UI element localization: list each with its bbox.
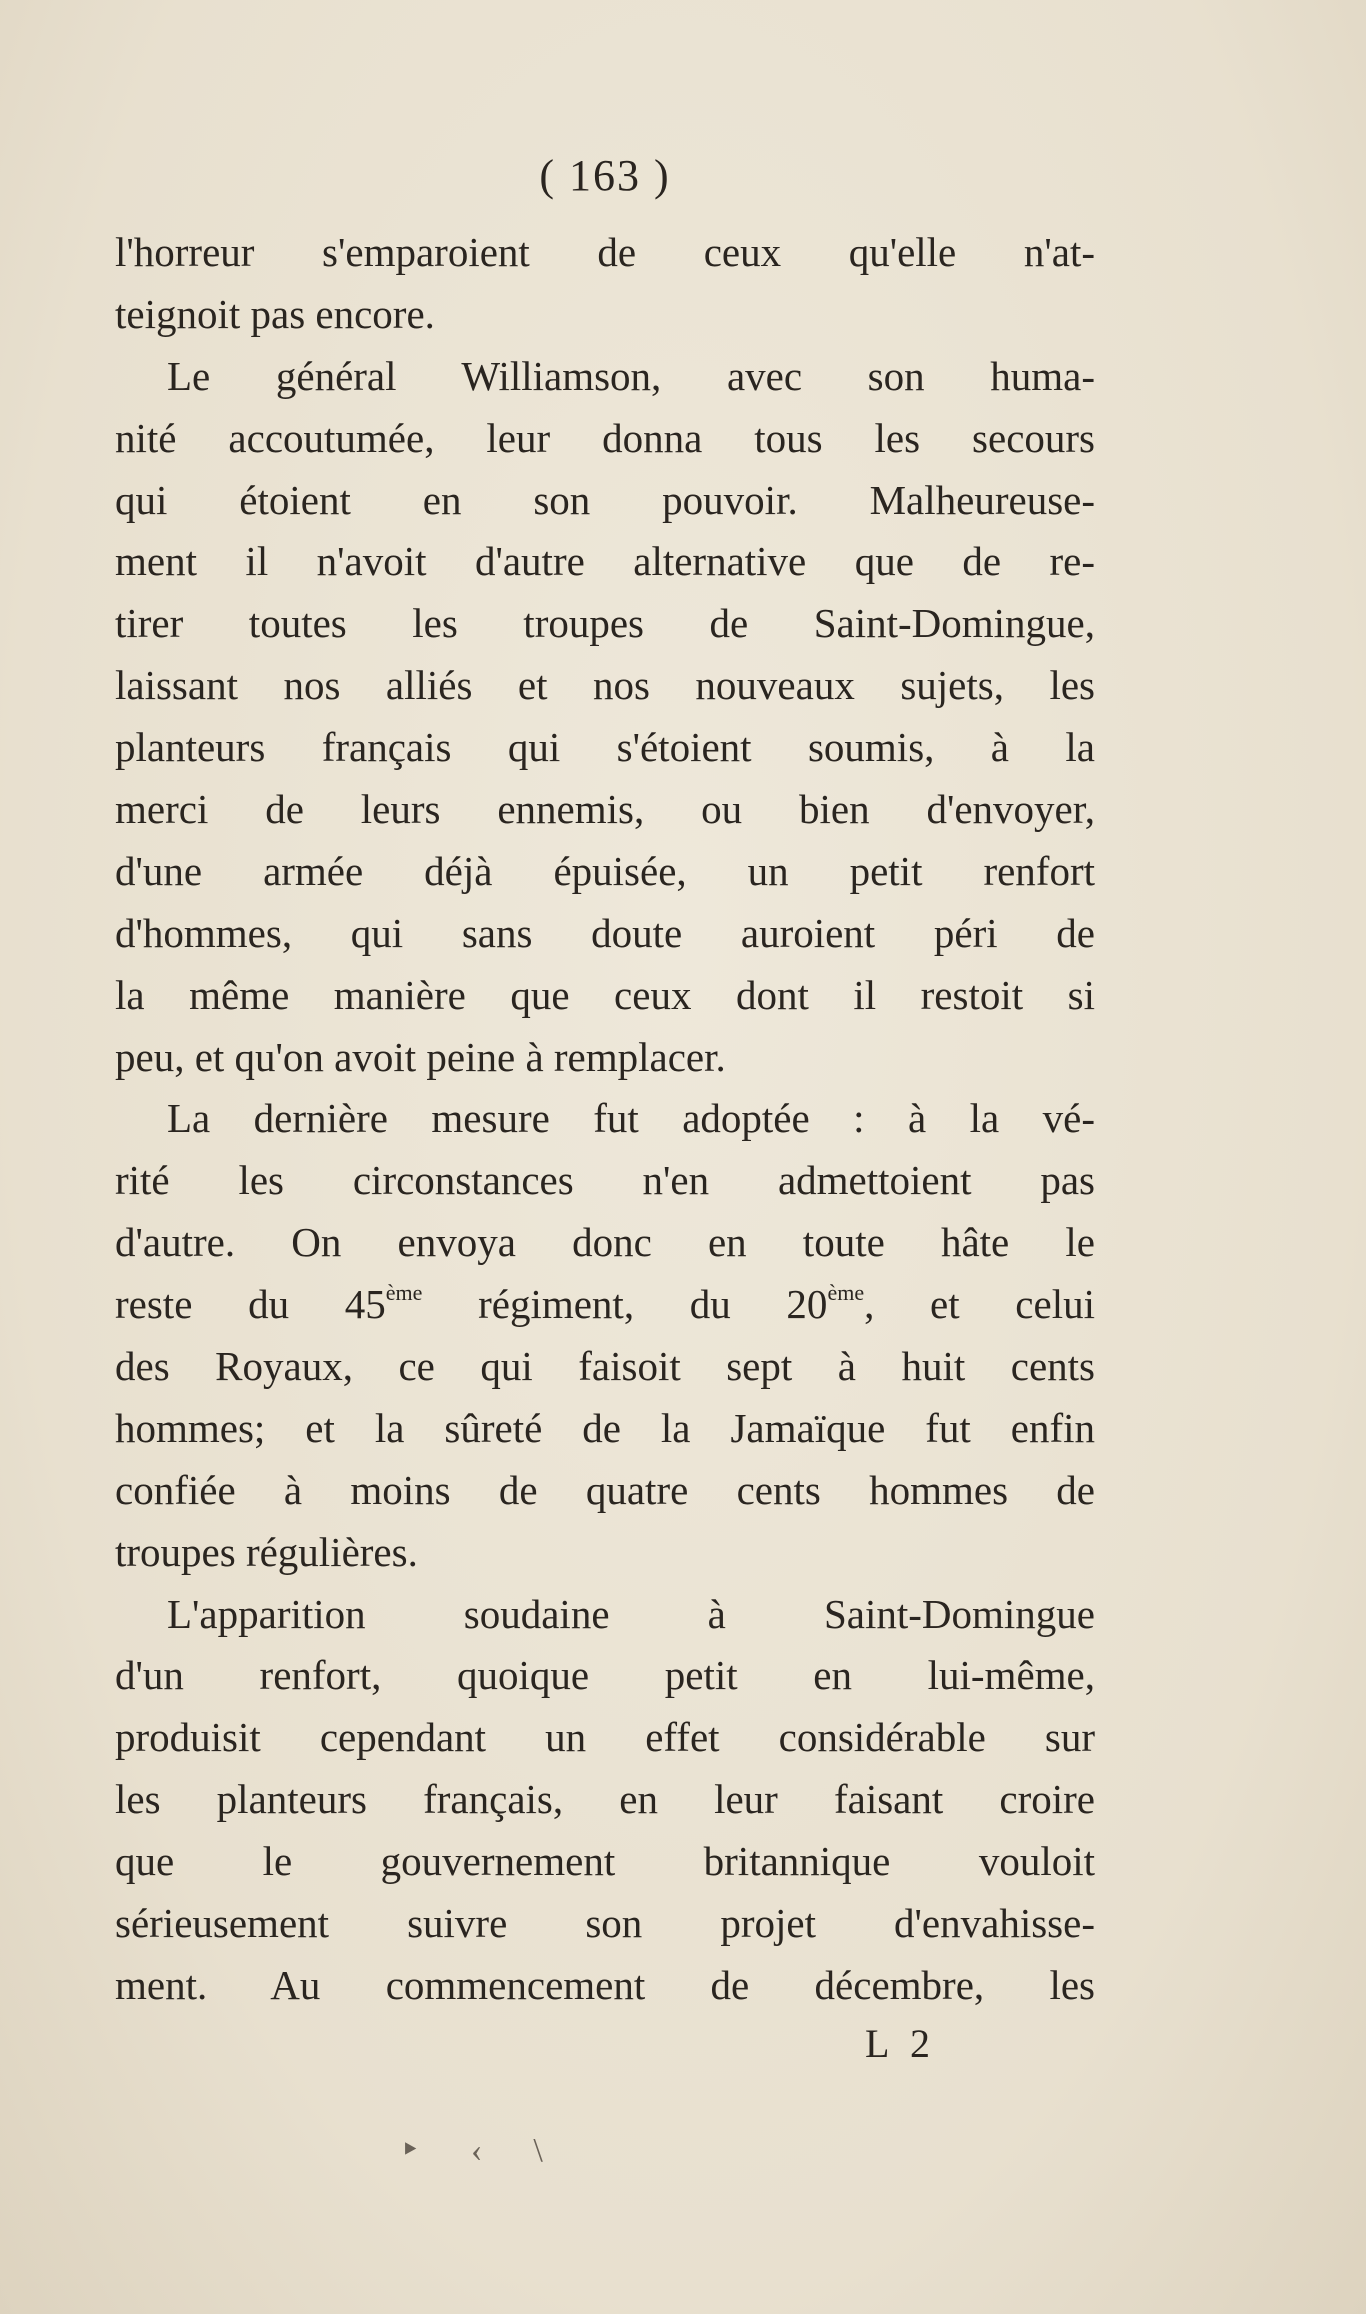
text-segment: reste du 45 (115, 1281, 386, 1328)
text-line: Le général Williamson, avec son huma- (167, 352, 1095, 399)
text-line: peu, et qu'on avoit peine à remplacer. (115, 1033, 726, 1080)
text-line: la même manière que ceux dont il restoit si (115, 971, 1095, 1018)
text-line: d'autre. On envoya donc en toute hâte le (115, 1219, 1095, 1266)
text-line: produisit cependant un effet considérable sur (115, 1714, 1095, 1761)
text-line: rité les circonstances n'en admettoient pas (115, 1157, 1095, 1204)
text-line: confiée à moins de quatre cents hommes de (115, 1466, 1095, 1513)
text-line: d'hommes, qui sans doute auroient péri de (115, 909, 1095, 956)
text-line (115, 1274, 1095, 1336)
text-segment: , et celui (864, 1281, 1095, 1328)
text-line: ment. Au commencement de décembre, les (115, 1961, 1095, 2008)
text-line: l'horreur s'emparoient de ceux qu'elle n'at- (115, 229, 1095, 275)
text-line: qui étoient en son pouvoir. Malheureuse- (115, 476, 1095, 523)
text-line: que le gouvernement britannique vouloit (115, 1838, 1095, 1885)
signature-mark: L 2 (865, 2021, 936, 2066)
text-line: d'un renfort, quoique petit en lui-même, (115, 1652, 1095, 1699)
page-number: ( 163 ) (539, 151, 671, 200)
text-line: teignoit pas encore. (115, 290, 435, 337)
text-line: sérieusement suivre son projet d'envahisse- (115, 1900, 1095, 1947)
text-line: nité accoutumée, leur donna tous les secours (115, 414, 1095, 461)
text-line: d'une armée déjà épuisée, un petit renfort (115, 847, 1095, 894)
text-line: L'apparition soudaine à Saint-Domingue (167, 1590, 1095, 1637)
text-line: les planteurs français, en leur faisant croire (115, 1776, 1095, 1823)
body-text (115, 222, 1095, 2017)
superscript: ème (827, 1280, 865, 1306)
text-line: des Royaux, ce qui faisoit sept à huit cents (115, 1343, 1095, 1390)
text-line: hommes; et la sûreté de la Jamaïque fut enfin (115, 1404, 1095, 1451)
text-line: La dernière mesure fut adoptée : à la vé- (167, 1095, 1095, 1142)
text-line: troupes régulières. (115, 1528, 418, 1575)
text-line: laissant nos alliés et nos nouveaux sujets, les (115, 662, 1095, 709)
text-line: ment il n'avoit d'autre alternative que de re- (115, 538, 1095, 585)
text-segment: régiment, du 20 (422, 1281, 828, 1328)
bleed-through-marks: ‣ ‹ \ (400, 2132, 543, 2169)
superscript: ème (385, 1280, 423, 1306)
text-line: tirer toutes les troupes de Saint-Domingue, (115, 600, 1095, 647)
text-line: planteurs français qui s'étoient soumis, à la (115, 724, 1095, 771)
text-line: merci de leurs ennemis, ou bien d'envoyer, (115, 786, 1095, 833)
